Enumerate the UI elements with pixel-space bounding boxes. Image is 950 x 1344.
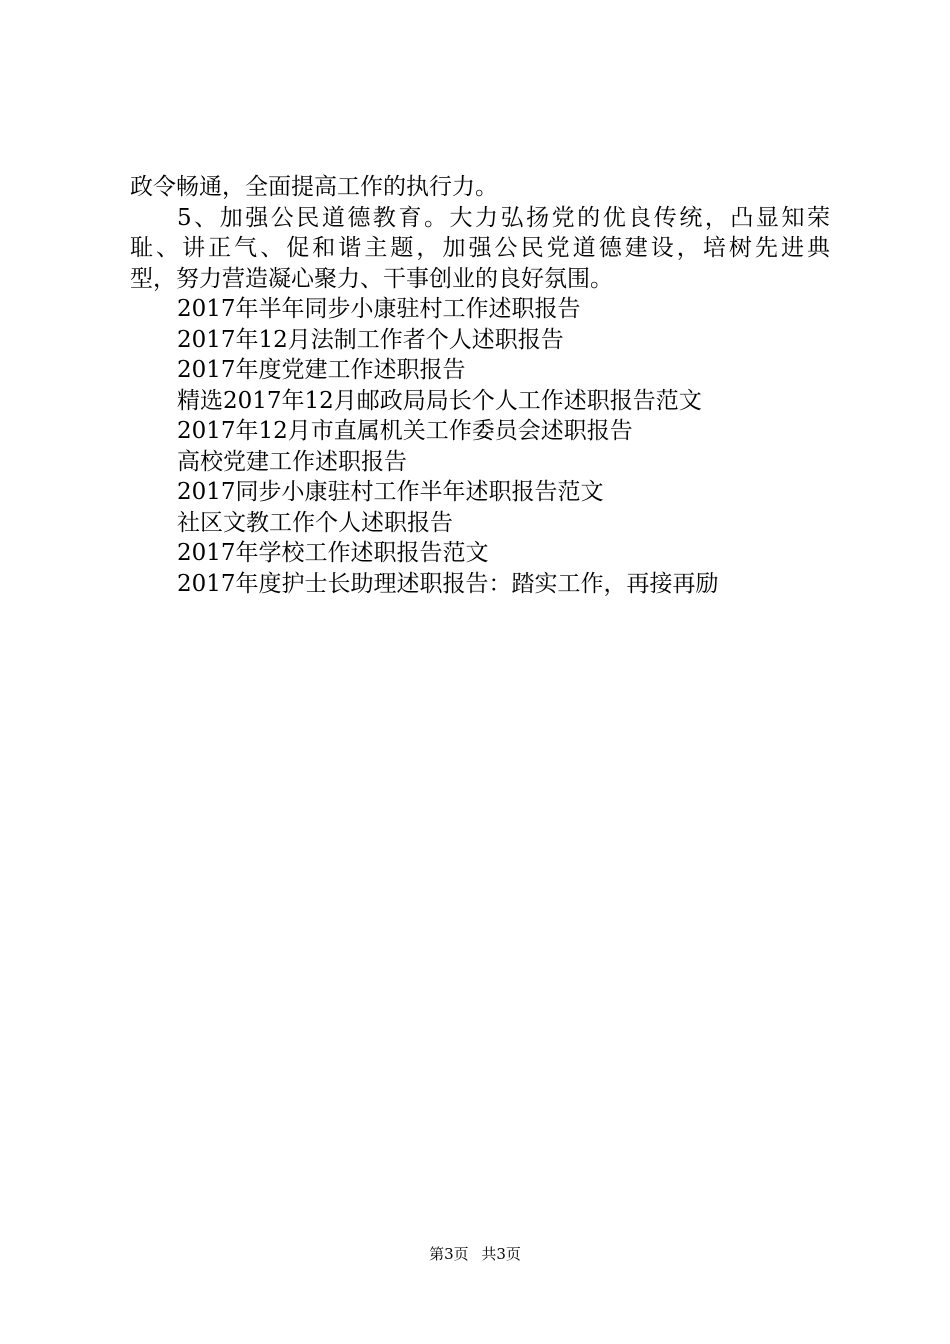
related-link-2[interactable]: 2017年12月法制工作者个人述职报告 bbox=[177, 326, 564, 353]
body-line-3: 耻、讲正气、促和谐主题，加强公民党道德建设，培树先进典 bbox=[130, 235, 830, 261]
related-link-3[interactable]: 2017年度党建工作述职报告 bbox=[177, 357, 466, 383]
related-link-7[interactable]: 2017同步小康驻村工作半年述职报告范文 bbox=[177, 479, 604, 505]
related-link-10[interactable]: 2017年度护士长助理述职报告：踏实工作，再接再励 bbox=[177, 570, 719, 597]
page-total: 共3页 bbox=[481, 1245, 521, 1263]
body-line-1: 政令畅通，全面提高工作的执行力。 bbox=[130, 174, 498, 200]
related-link-1[interactable]: 2017年半年同步小康驻村工作述职报告 bbox=[177, 296, 581, 322]
body-line-2: 5、加强公民道德教育。大力弘扬党的优良传统，凸显知荣 bbox=[177, 204, 830, 231]
related-link-5[interactable]: 2017年12月市直属机关工作委员会述职报告 bbox=[177, 418, 633, 444]
related-link-4[interactable]: 精选2017年12月邮政局局长个人工作述职报告范文 bbox=[177, 387, 702, 414]
related-link-6[interactable]: 高校党建工作述职报告 bbox=[177, 448, 407, 475]
body-line-4: 型，努力营造凝心聚力、干事创业的良好氛围。 bbox=[130, 265, 613, 292]
related-link-8[interactable]: 社区文教工作个人述职报告 bbox=[177, 509, 453, 536]
page-number: 第3页 bbox=[429, 1245, 469, 1263]
page-footer bbox=[0, 1244, 950, 1264]
related-link-9[interactable]: 2017年学校工作述职报告范文 bbox=[177, 540, 489, 566]
document-body bbox=[130, 172, 830, 599]
